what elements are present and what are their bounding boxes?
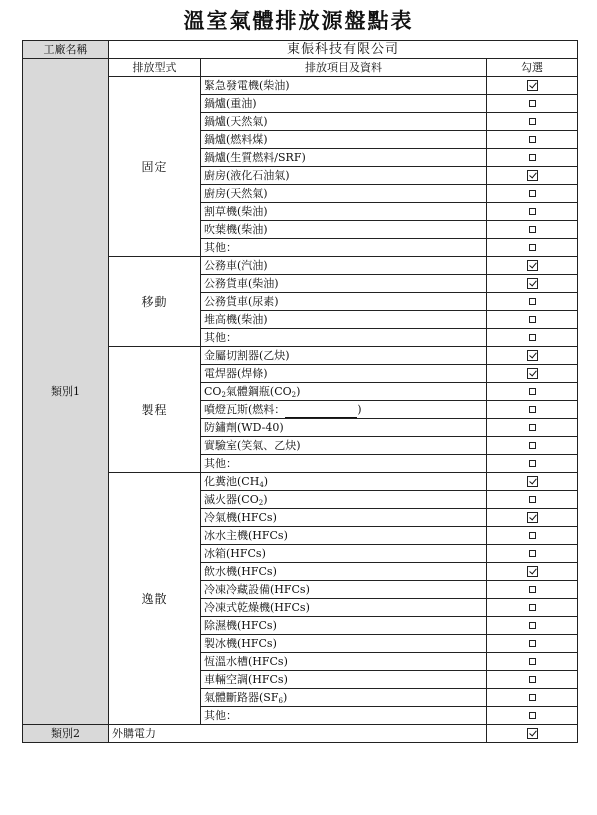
emission-item-cell [201,185,487,203]
column-header-row [23,59,578,77]
emission-item-cell [201,293,487,311]
select-checkbox[interactable] [527,260,538,271]
select-checkbox[interactable] [527,368,538,379]
emission-type-group: 移動 [109,257,201,347]
inventory-table [22,40,578,743]
emission-item-label: 緊急發電機(柴油) [204,78,290,92]
emission-item-cell [201,77,487,95]
select-cell [487,131,578,149]
select-checkbox[interactable] [529,460,536,467]
select-checkbox[interactable] [529,712,536,719]
emission-item-cell [201,347,487,365]
select-cell [487,635,578,653]
select-cell [487,239,578,257]
select-cell [487,401,578,419]
emission-type-group: 固定 [109,77,201,257]
select-cell [487,725,578,743]
select-checkbox[interactable] [527,476,538,487]
emission-item-cell [201,239,487,257]
select-cell [487,473,578,491]
select-checkbox[interactable] [529,118,536,125]
select-checkbox[interactable] [529,676,536,683]
select-checkbox[interactable] [529,532,536,539]
emission-item-cell [201,599,487,617]
emission-item-label: 吹葉機(柴油) [204,222,268,236]
emission-item-label: 公務車(汽油) [204,258,268,272]
emission-type-group: 逸散 [109,473,201,725]
emission-item-cell [201,635,487,653]
select-cell [487,329,578,347]
select-cell [487,437,578,455]
emission-item-label: 金屬切割器(乙炔) [204,348,290,362]
emission-item-label: 其他： [204,456,237,470]
select-cell [487,689,578,707]
emission-item-label: 車輛空調(HFCs) [204,672,288,686]
select-cell [487,599,578,617]
emission-item-label: 電焊器(焊條) [204,366,268,380]
emission-item-cell [201,221,487,239]
emission-item-label: $CO_2$氣體鋼瓶$(CO_2)$ [204,384,301,399]
select-checkbox[interactable] [527,278,538,289]
emission-item-label: 其他： [204,330,237,344]
emission-item-label: 公務貨車(尿素) [204,294,279,308]
select-cell [487,293,578,311]
emission-item-header: 排放項目及資料 [201,59,487,77]
emission-item-label: 其他： [204,708,237,722]
select-checkbox[interactable] [529,406,536,413]
emission-item-label: 冷氣機(HFCs) [204,510,277,524]
select-cell [487,545,578,563]
emission-item-cell [201,275,487,293]
emission-item-cell [201,527,487,545]
select-checkbox[interactable] [529,136,536,143]
select-cell [487,311,578,329]
category2-row [23,725,578,743]
emission-item-label: 實驗室(笑氣、乙炔) [204,438,301,452]
emission-item-label: 防鏽劑(WD-40) [204,420,284,434]
select-checkbox[interactable] [529,604,536,611]
emission-item-cell [201,617,487,635]
category2-item: 外購電力 [109,725,487,743]
select-checkbox[interactable] [527,512,538,523]
emission-item-label: 割草機(柴油) [204,204,268,218]
emission-item-cell [201,437,487,455]
select-cell [487,653,578,671]
emission-item-cell [201,401,487,419]
emission-item-label: 冰水主機(HFCs) [204,528,288,542]
select-cell [487,455,578,473]
select-checkbox[interactable] [529,388,536,395]
select-cell [487,113,578,131]
emission-item-cell [201,545,487,563]
fuel-blank-suffix: ) [357,402,362,416]
select-checkbox[interactable] [529,316,536,323]
select-checkbox[interactable] [527,350,538,361]
page-title: 溫室氣體排放源盤點表 [183,8,414,33]
select-header: 勾選 [487,59,578,77]
select-checkbox[interactable] [527,728,538,739]
select-checkbox[interactable] [529,586,536,593]
fuel-blank-line[interactable] [285,406,357,418]
select-checkbox[interactable] [529,244,536,251]
emission-item-cell [201,491,487,509]
emission-item-label: 化糞池$(CH_4)$ [204,474,269,489]
select-checkbox[interactable] [529,334,536,341]
emission-item-label: 堆高機(柴油) [204,312,268,326]
emission-item-cell [201,131,487,149]
emission-item-label: 其他： [204,240,237,254]
emission-item-cell [201,563,487,581]
select-cell [487,77,578,95]
select-checkbox[interactable] [529,658,536,665]
emission-type-group: 製程 [109,347,201,473]
emission-item-label: 冷凍冷藏設備(HFCs) [204,582,310,596]
select-cell [487,185,578,203]
emission-item-cell [201,95,487,113]
select-cell [487,563,578,581]
select-checkbox[interactable] [529,442,536,449]
select-checkbox[interactable] [527,170,538,181]
select-cell [487,383,578,401]
select-cell [487,581,578,599]
select-cell [487,527,578,545]
select-cell [487,509,578,527]
factory-name: 東侲科技有限公司 [109,41,578,59]
select-checkbox[interactable] [527,80,538,91]
select-checkbox[interactable] [529,622,536,629]
select-cell [487,257,578,275]
emission-item-cell [201,149,487,167]
emission-item-cell [201,509,487,527]
select-cell [487,617,578,635]
emission-item-label: 冷凍式乾燥機(HFCs) [204,600,310,614]
emission-item-cell [201,113,487,131]
emission-item-cell [201,581,487,599]
select-checkbox[interactable] [527,566,538,577]
emission-item-label: 恆溫水槽(HFCs) [204,654,288,668]
select-cell [487,419,578,437]
emission-item-cell [201,707,487,725]
emission-item-label: 滅火器$(CO_2)$ [204,492,268,507]
emission-item-cell [201,671,487,689]
select-checkbox[interactable] [529,550,536,557]
emission-item-label: 鍋爐(生質燃料/SRF) [204,150,306,164]
emission-item-label: 製冰機(HFCs) [204,636,277,650]
emission-item-cell [201,689,487,707]
emission-item-label: 冰箱(HFCs) [204,546,266,560]
emission-item-label: 除濕機(HFCs) [204,618,277,632]
factory-label: 工廠名稱 [23,41,109,59]
emission-item-label: 鍋爐(燃料煤) [204,132,268,146]
category1-label: 類別1 [23,59,109,725]
emission-item-cell [201,473,487,491]
select-cell [487,347,578,365]
select-checkbox[interactable] [529,694,536,701]
category2-label: 類別2 [23,725,109,743]
emission-item-label: 氣體斷路器$(SF_6)$ [204,690,288,705]
select-cell [487,221,578,239]
select-checkbox[interactable] [529,154,536,161]
select-cell [487,149,578,167]
emission-item-cell [201,311,487,329]
emission-item-label: 噴燈瓦斯(燃料： [204,402,286,416]
select-cell [487,167,578,185]
select-checkbox[interactable] [529,640,536,647]
emission-item-cell [201,329,487,347]
select-checkbox[interactable] [529,208,536,215]
select-checkbox[interactable] [529,496,536,503]
emission-item-cell [201,419,487,437]
emission-item-cell [201,365,487,383]
select-cell [487,275,578,293]
emission-item-label: 鍋爐(天然氣) [204,114,268,128]
emission-item-label: 鍋爐(重油) [204,96,257,110]
select-cell [487,365,578,383]
select-checkbox[interactable] [529,424,536,431]
select-checkbox[interactable] [529,190,536,197]
emission-item-cell [201,653,487,671]
emission-item-cell [201,203,487,221]
emission-item-cell [201,455,487,473]
select-checkbox[interactable] [529,226,536,233]
emission-item-label: 廚房(液化石油氣) [204,168,290,182]
emission-item-label: 廚房(天然氣) [204,186,268,200]
select-cell [487,203,578,221]
emission-item-cell [201,383,487,401]
emission-item-label: 公務貨車(柴油) [204,276,279,290]
select-cell [487,671,578,689]
emission-item-label: 飲水機(HFCs) [204,564,277,578]
emission-type-header: 排放型式 [109,59,201,77]
select-checkbox[interactable] [529,298,536,305]
select-checkbox[interactable] [529,100,536,107]
emission-item-cell [201,167,487,185]
select-cell [487,95,578,113]
emission-item-cell [201,257,487,275]
select-cell [487,491,578,509]
select-cell [487,707,578,725]
factory-row [23,41,578,59]
